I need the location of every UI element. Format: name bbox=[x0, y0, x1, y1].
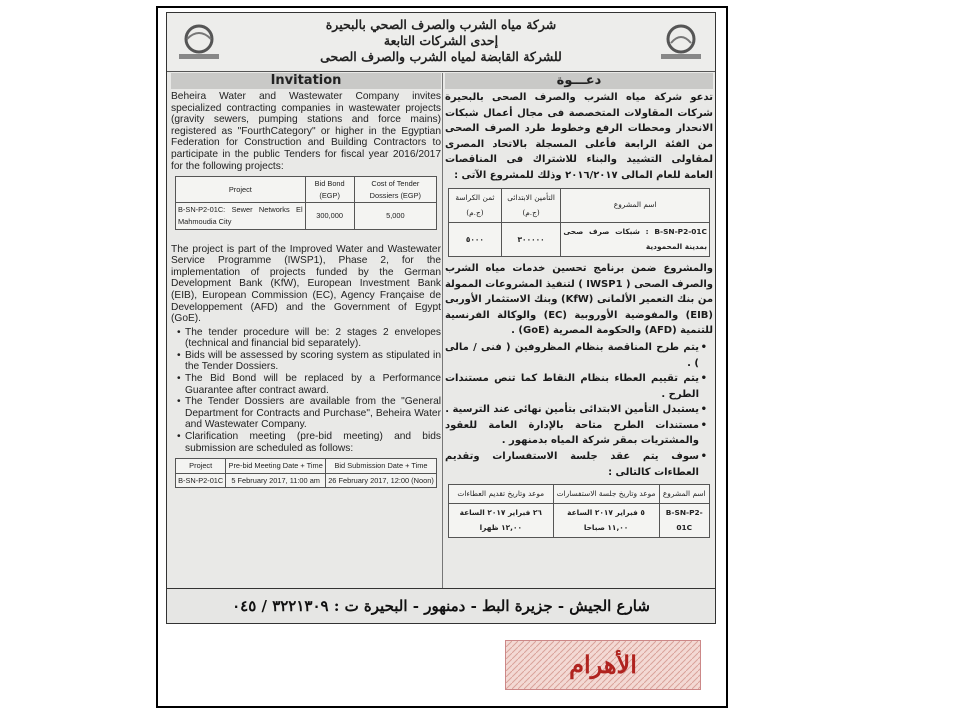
english-schedule-table bbox=[175, 458, 437, 488]
list-item: • Bids will be assessed by scoring system as stipulated in the Tender Dossiers. bbox=[179, 350, 441, 373]
arabic-title: دعـــوة bbox=[445, 73, 713, 89]
table-header: اسم المشروع bbox=[659, 485, 709, 504]
company-name-block bbox=[247, 17, 635, 65]
list-item: • يستبدل التأمين الابتدائى بتأمين نهائى عند الترسية . bbox=[445, 402, 705, 418]
table-row bbox=[176, 203, 437, 229]
list-item: • The tender procedure will be: 2 stages 2 envelopes (technical and financial bid separately). bbox=[179, 327, 441, 350]
list-item: • يتم طرح المناقصة بنظام المظروفين ( فنى / مالى ) . bbox=[445, 340, 705, 371]
table-header: Bid Bond (EGP) bbox=[305, 177, 354, 203]
ad-header bbox=[167, 13, 715, 72]
address-footer: شارع الجيش - جزيرة البط - دمنهور - البحيرة ت : ٣٢٢١٣٠٩ / ٠٤٥ bbox=[167, 588, 715, 623]
table-cell: 300,000 bbox=[305, 203, 354, 229]
list-item: • سوف يتم عقد جلسة الاستفسارات وتقديم العطاءات كالتالى : bbox=[445, 449, 705, 480]
table-row bbox=[449, 503, 710, 537]
newspaper-logo bbox=[505, 640, 701, 690]
english-project-table bbox=[175, 176, 437, 229]
arabic-bullet-list bbox=[445, 340, 713, 480]
table-row bbox=[176, 473, 437, 488]
table-header: Cost of Tender Dossiers (EGP) bbox=[354, 177, 436, 203]
table-cell: B-SN-P2-01C bbox=[176, 473, 226, 488]
list-item: • يتم تقييم العطاء بنظام النقاط كما تنص مستندات الطرح . bbox=[445, 371, 705, 402]
table-cell: ٥ فبراير ٢٠١٧ الساعة ١١,٠٠ صباحا bbox=[553, 503, 659, 537]
table-header: ثمن الكراسة (ج.م) bbox=[449, 188, 502, 222]
column-divider bbox=[442, 73, 443, 601]
english-title: Invitation bbox=[171, 73, 441, 89]
table-cell: ٢٦ فبراير ٢٠١٧ الساعة ١٢,٠٠ ظهرا bbox=[449, 503, 554, 537]
table-header: موعد وتاريخ جلسة الاستفسارات bbox=[553, 485, 659, 504]
table-cell: 5 February 2017, 11:00 am bbox=[226, 473, 326, 488]
table-cell: B-SN-P2-01C bbox=[659, 503, 709, 537]
english-column bbox=[171, 73, 441, 601]
table-header: Project bbox=[176, 459, 226, 474]
table-row bbox=[449, 222, 710, 256]
english-intro: Beheira Water and Wastewater Company invites specialized contracting companies in wastewater projects (gravity sewers, pumping stations and force mains) registered as "FourthCategory" or higher in the Egyptian Federation for Construction and Building Contractors to participate in the public Tenders for fiscal year 2016/2017 for the following projects: bbox=[171, 91, 441, 172]
arabic-schedule-table bbox=[448, 484, 710, 538]
english-program: The project is part of the Improved Water and Wastewater Service Programme (IWSP1), Phase 2, for the implementation of projects funded by the German Development Bank (KfW), European Investment Bank (EIB), European Commission (EC), Agency Française de Developpement (AFD) and the Government of Egypt (GoE). bbox=[171, 243, 441, 325]
table-header: Pre-bid Meeting Date + Time bbox=[226, 459, 326, 474]
tender-advertisement bbox=[166, 12, 716, 624]
company-name: شركة مياه الشرب والصرف الصحي بالبحيرة bbox=[325, 17, 557, 32]
table-cell: B-SN-P2-01C : شبكات صرف صحى بمدينة المحمودية bbox=[561, 222, 710, 256]
table-header: التأمين الابتدائى (ج.م) bbox=[501, 188, 560, 222]
arabic-program: والمشروع ضمن برنامج تحسين خدمات مياه الشرب والصرف الصحى ( IWSP1 ) لتنفيذ المشروعات الممولة من بنك التعمير الألمانى (KfW) وبنك الاستثمار الأوربى (EIB) والمفوضية الأوروبية (EC) والوكالة الفرنسية للتنمية (AFD) والحكومة المصرية (GoE) . bbox=[444, 262, 714, 337]
list-item: • مستندات الطرح متاحة بالإدارة العامة للعقود والمشتريات بمقر شركة المياه بدمنهور . bbox=[445, 418, 705, 449]
table-header: موعد وتاريخ تقديم العطاءات bbox=[449, 485, 554, 504]
table-cell: ٥٠٠٠ bbox=[449, 222, 502, 256]
arabic-intro: تدعو شركة مياه الشرب والصرف الصحى بالبحيرة شركات المقاولات المتخصصة فى مجال أعمال شبكات الانحدار ومحطات الرفع وخطوط طرد الصرف الصحى من الفئة الرابعة فأعلى المسجلة بالاتحاد المصرى لمقاولى التشييد والبناء للاشتراك فى المناقصات العامة للعام المالى ٢٠١٦/٢٠١٧ وذلك للمشروع الآتى : bbox=[445, 92, 713, 181]
table-header: Project bbox=[176, 177, 306, 203]
table-cell: 26 February 2017, 12:00 (Noon) bbox=[325, 473, 436, 488]
arabic-column bbox=[445, 73, 713, 601]
table-header: Bid Submission Date + Time bbox=[325, 459, 436, 474]
holding-logo-icon bbox=[659, 21, 703, 61]
table-header: اسم المشروع bbox=[561, 188, 710, 222]
list-item: • The Bid Bond will be replaced by a Performance Guarantee after contract award. bbox=[179, 373, 441, 396]
arabic-project-table bbox=[448, 188, 710, 257]
company-logo-icon bbox=[177, 21, 221, 61]
list-item: • Clarification meeting (pre-bid meeting) and bids submission are scheduled as follows: bbox=[179, 431, 441, 454]
table-cell: 5,000 bbox=[354, 203, 436, 229]
english-bullet-list bbox=[171, 327, 441, 455]
list-item: • The Tender Dossiers are available from the "General Department for Contracts and Purchase", Beheira Water and Wastewater Company. bbox=[179, 396, 441, 431]
newspaper-name: الأهرام bbox=[569, 650, 637, 679]
affiliate-line: إحدى الشركات التابعة bbox=[383, 33, 499, 48]
holding-company-line: للشركة القابضة لمياه الشرب والصرف الصحى bbox=[320, 49, 562, 64]
table-cell: ٣٠٠٠٠٠ bbox=[501, 222, 560, 256]
table-cell: B-SN-P2-01C: Sewer Networks El Mahmoudia City bbox=[176, 203, 306, 229]
